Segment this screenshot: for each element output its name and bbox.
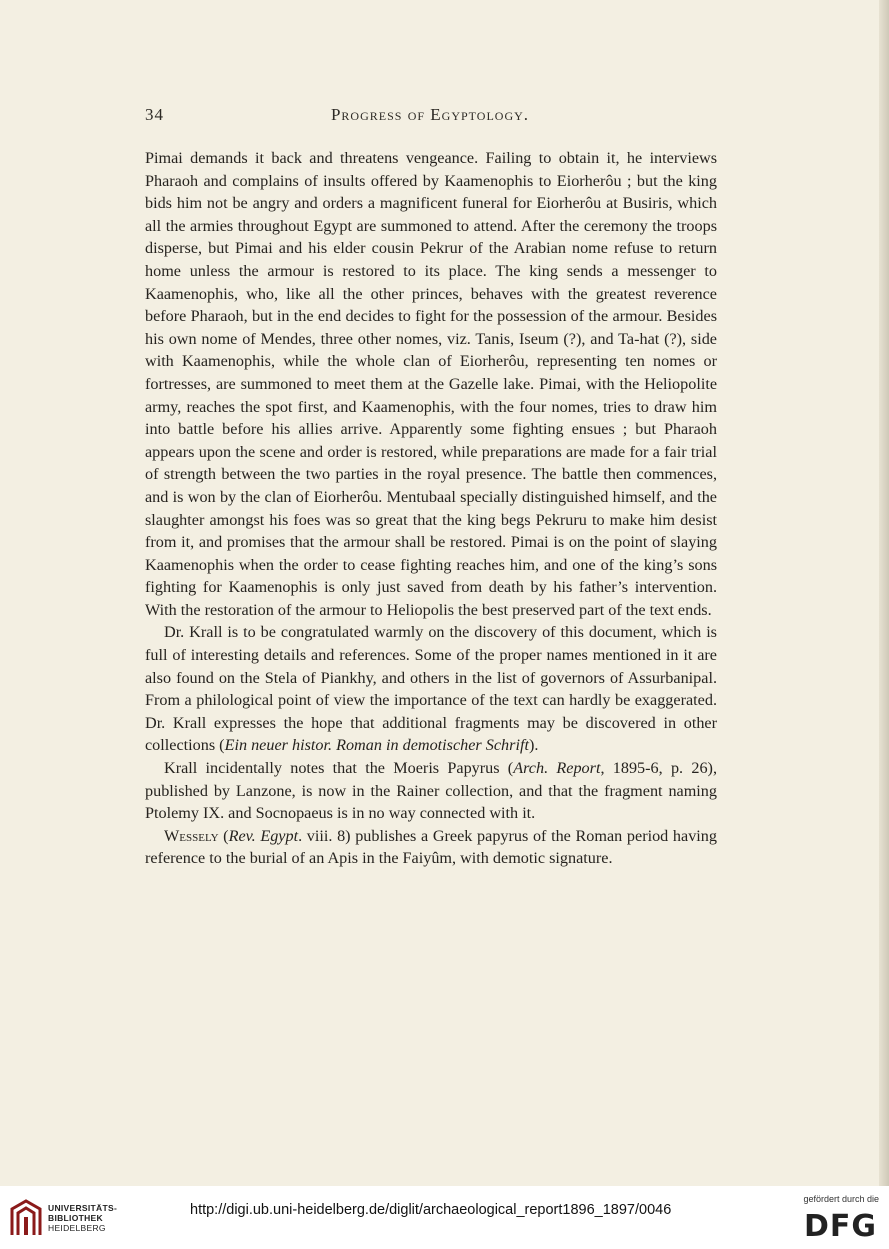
body-text [145,147,717,870]
library-name [48,1203,117,1233]
author-name: Wessely [164,826,219,845]
paragraph [145,825,717,870]
page-number: 34 [145,105,164,124]
text-run: . viii. 8) publishes a Greek papyrus of the Roman period having reference to the burial of an Apis in the Faiyûm, with demotic signature. [145,826,717,868]
library-name-line: UNIVERSITÄTS- [48,1203,118,1213]
running-title: Progress of Egyptology. [330,105,530,124]
university-library-logo-icon[interactable] [8,1199,44,1237]
library-name-line: BIBLIOTHEK [48,1213,103,1223]
text-run: Krall incidentally notes that the Moeris Papyrus ( [164,759,514,778]
permalink-url[interactable]: http://digi.ub.uni-heidelberg.de/diglit/archaeological_report1896_1897/0046 [190,1202,672,1218]
page-edge-shadow [879,0,889,1186]
paragraph [145,621,717,757]
paragraph [145,757,717,825]
funded-by-label: gefördert durch die [803,1194,879,1204]
italic-citation: Arch. Report [513,759,601,778]
viewer-footer [0,1186,889,1249]
italic-citation: Rev. Egypt [228,826,299,845]
dfg-logo[interactable]: DFG [803,1209,877,1244]
text-run: ( [218,826,229,845]
page-header [145,105,715,127]
text-run: , 1895-6, p. 26), published by Lanzone, is now in the Rainer collection, and that the fragment naming Ptolemy IX. and Socnopaeus is in no way connected with it. [145,759,717,823]
italic-citation: Ein neuer histor. Roman in demotischer Schrift [224,736,529,755]
text-run: Dr. Krall is to be congratulated warmly on the discovery of this document, which is full of interesting details and references. Some of the proper names mentioned in it are also found on the Stela of Piankhy, and others in the list of governors of Assurbanipal. From a philological point of view the importance of the text can hardly be exaggerated. Dr. Krall expresses the hope that additional fragments may be discovered in other collections ( [145,623,717,755]
text-run: Pimai demands it back and threatens vengeance. Failing to obtain it, he interviews Pharaoh and complains of insults offered by Kaamenophis to Eiorherôu ; but the king bids him not be angry and orders a magnificent funeral for Eiorherôu at Busiris, which all the armies throughout Egypt are summoned to attend. After the ceremony the troops disperse, but Pimai and his elder cousin Pekrur of the Arabian nome refuse to return home unless the armour is restored to its place. The king sends a messenger to Kaamenophis, who, like all the other princes, behaves with the greatest reverence before Pharaoh, but in the end decides to fight for the possession of the armour. Besides his own nome of Mendes, three other nomes, viz. Tanis, Iseum (?), and Ta-hat (?), side with Kaamenophis, while the whole clan of Eiorherôu, representing ten nomes or fortresses, are summoned to meet them at the Gazelle lake. Pimai, with the Heliopolite army, reaches the spot first, and Kaamenophis, with the four nomes, tries to draw him into battle before his allies arrive. Apparently some fighting ensues ; but Pharaoh appears upon the scene and order is restored, while preparations are made for a fair trial of strength between the two parties in the royal presence. The battle then commences, and is won by the clan of Eiorherôu. Mentubaal specially distinguished himself, and the slaughter amongst his foes was so great that the king begs Pekruru to make him desist from it, and promises that the armour shall be restored. Pimai is on the point of slaying Kaamenophis when the order to cease fighting reaches him, and one of the king’s sons fighting for Kaamenophis is only just saved from death by his father’s intervention. With the restoration of the armour to Heliopolis the best preserved part of the text ends. [145,149,717,619]
paragraph [145,147,717,621]
library-name-line: HEIDELBERG [48,1223,106,1233]
text-run: ). [528,736,539,755]
